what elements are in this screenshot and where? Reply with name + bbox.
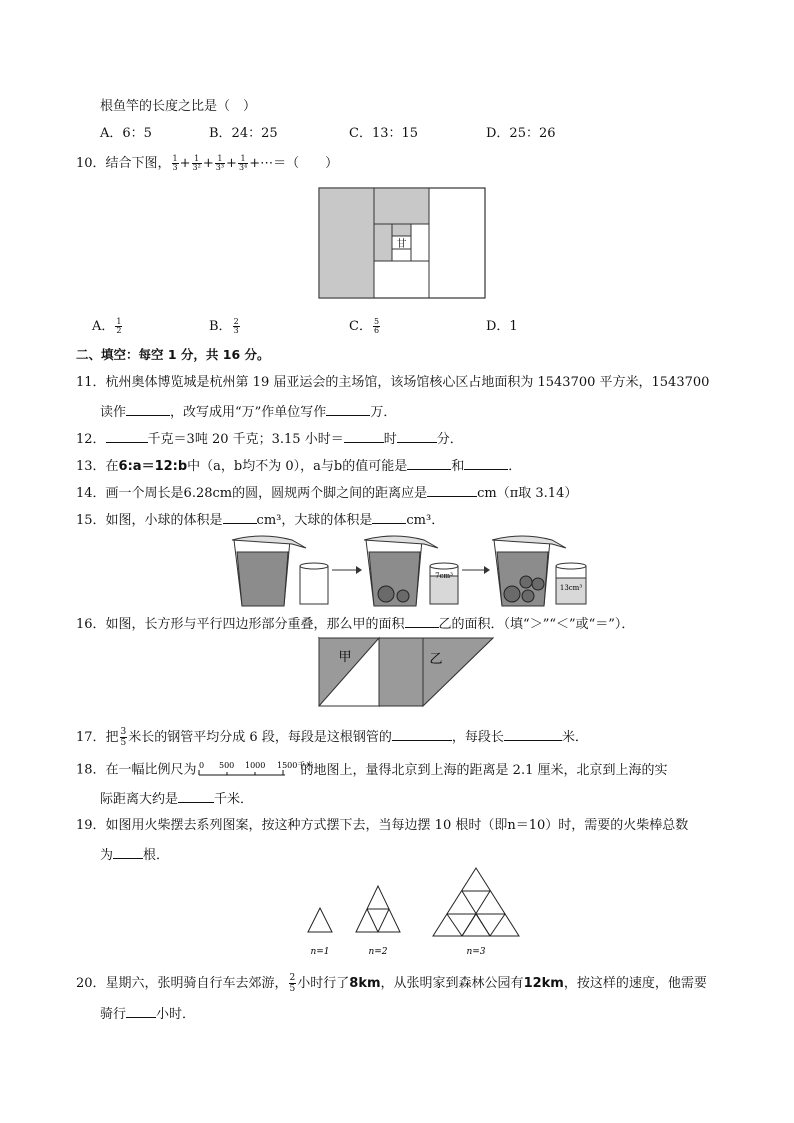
triangle-n2 xyxy=(356,886,400,932)
q10-term-4: $\frac{1}{\text{3⁴}}$ xyxy=(238,154,248,172)
q15-beaker-figure xyxy=(228,534,592,610)
beaker-3 xyxy=(492,536,566,606)
q10-figure-label: 甘 xyxy=(396,239,407,250)
q12-blank-2[interactable] xyxy=(344,428,384,443)
q17-fraction: $\frac{3}{5}$ xyxy=(120,727,127,748)
q18-tick-500: 500 xyxy=(218,761,234,770)
cylinder-1 xyxy=(300,563,328,604)
q10-option-c: C． $\frac{5}{6}$ xyxy=(349,317,380,335)
q17-blank-1[interactable] xyxy=(392,726,452,741)
triangle-n3 xyxy=(433,868,519,936)
q12-line: 12． 千克＝3吨 20 千克；3.15 小时＝ 时 分． xyxy=(76,428,463,449)
q18-tick-0: 0 xyxy=(198,761,204,770)
q12-blank-1[interactable] xyxy=(106,428,148,443)
q16-label-jia: 甲 xyxy=(338,650,352,665)
q16-blank[interactable] xyxy=(405,613,439,628)
cylinder-3 xyxy=(556,563,586,604)
q10-square-figure xyxy=(318,187,488,300)
q12-blank-3[interactable] xyxy=(397,428,437,443)
q18-blank[interactable] xyxy=(178,788,214,803)
q17-line: 17．把 $\frac{3}{5}$ 米长的钢管平均分成 6 段，每段是这根钢管的 ，每段长 米． xyxy=(76,727,588,748)
q13-ratio: 6:a＝12:b xyxy=(118,459,188,474)
q14-line: 14．画一个周长是6.28cm的圆，圆规两个脚之间的距离应是 cm（π取 3.14） xyxy=(76,482,577,503)
arrow-1 xyxy=(332,566,362,574)
q10-option-b: B． $\frac{2}{3}$ xyxy=(209,317,239,335)
q9-option-a: A．6：5 xyxy=(100,126,152,141)
arrow-2 xyxy=(462,566,490,574)
q20-blank[interactable] xyxy=(126,1003,156,1018)
q20-fraction: $\frac{2}{5}$ xyxy=(289,973,296,994)
q13-blank-2[interactable] xyxy=(464,455,508,470)
q18-line-1: 18．在一幅比例尺为 0 500 1000 1500千米 的地图上，量得北京到上海的距离是 2.1 厘米，北京到上海的实 xyxy=(76,761,668,778)
q20-line-2: 骑行 小时． xyxy=(100,1003,195,1024)
q13-blank-1[interactable] xyxy=(407,455,451,470)
q15-blank-2[interactable] xyxy=(372,509,406,524)
q18-tick-1500: 1500千米 xyxy=(276,761,313,770)
q19-matchstick-figure xyxy=(300,866,524,960)
q20-distance-1: 8km xyxy=(349,976,381,991)
beaker-1 xyxy=(232,536,306,606)
q11-blank-2[interactable] xyxy=(326,401,370,416)
q11-line-1: 11．杭州奥体博览城是杭州第 19 届亚运会的主场馆，该场馆核心区占地面积为 1543700 平方米，1543700 xyxy=(76,375,710,390)
q10-term-2: $\frac{1}{\text{3²}}$ xyxy=(192,154,201,172)
section-2-heading: 二、填空：每空 1 分，共 16 分。 xyxy=(76,347,270,362)
q18-scale-bar xyxy=(197,761,313,779)
q20-distance-2: 12km xyxy=(523,976,564,991)
q10-tail: +⋯＝（ ） xyxy=(249,156,339,171)
q18-tick-1000: 1000 xyxy=(244,761,265,770)
q10-option-d: D．1 xyxy=(486,319,518,334)
q9-option-c: C．13：15 xyxy=(349,126,419,141)
q19-label-n2: n=2 xyxy=(368,947,388,957)
q16-label-yi: 乙 xyxy=(429,652,443,667)
q16-overlap-figure xyxy=(318,637,496,709)
q10-term-3: $\frac{1}{\text{3³}}$ xyxy=(215,154,225,172)
q13-line: 13．在6:a＝12:b中（a，b均不为 0），a与b的值可能是 和 ． xyxy=(76,455,521,476)
q18-line-2: 际距离大约是 千米． xyxy=(100,788,253,809)
q15-blank-1[interactable] xyxy=(223,509,257,524)
q19-label-n1: n=1 xyxy=(310,947,330,957)
q16-line: 16．如图，长方形与平行四边形部分重叠，那么甲的面积 乙的面积．（填“＞”“＜”或“＝”）． xyxy=(76,613,634,634)
q9-option-b: B．24：25 xyxy=(209,126,278,141)
q20-line-1: 20．星期六，张明骑自行车去郊游， $\frac{2}{5}$ 小时行了8km，从张明家到森林公园有12km，按这样的速度，他需要 xyxy=(76,973,707,994)
q9-option-d: D．25：26 xyxy=(486,126,556,141)
q19-line-2: 为 根． xyxy=(100,844,169,865)
cylinder-3-label: 13cm³ xyxy=(559,584,583,592)
beaker-2 xyxy=(364,536,438,606)
q19-blank[interactable] xyxy=(113,844,143,859)
q19-line-1: 19．如图用火柴摆去系列图案，按这种方式摆下去，当每边摆 10 根时（即n＝10）时，需要的火柴棒总数 xyxy=(76,818,689,833)
q19-label-n3: n=3 xyxy=(466,947,486,957)
q9-continuation: 根鱼竿的长度之比是（ ） xyxy=(100,99,257,114)
q17-blank-2[interactable] xyxy=(504,726,562,741)
cylinder-2 xyxy=(430,563,458,604)
q15-line: 15．如图，小球的体积是 cm³，大球的体积是 cm³． xyxy=(76,509,444,530)
q10-option-a: A． $\frac{1}{2}$ xyxy=(92,317,122,335)
triangle-n1 xyxy=(308,908,332,932)
q11-line-2: 读作 ，改写成用“万”作单位写作 万． xyxy=(100,401,396,422)
q14-blank[interactable] xyxy=(427,482,477,497)
q10-term-1: $\frac{1}{3}$ xyxy=(172,154,178,172)
cylinder-2-label: 7cm³ xyxy=(435,572,453,580)
q10-number: 10．结合下图， xyxy=(76,156,171,171)
q10-question: 10．结合下图， $\frac{1}{3}$ + $\frac{1}{\text{3²}}$ + $\frac{1}{\text{3³}}$ + $\frac{1}{\text{3⁴}}$ +⋯＝（ ） xyxy=(76,154,339,172)
q11-blank-1[interactable] xyxy=(126,401,170,416)
